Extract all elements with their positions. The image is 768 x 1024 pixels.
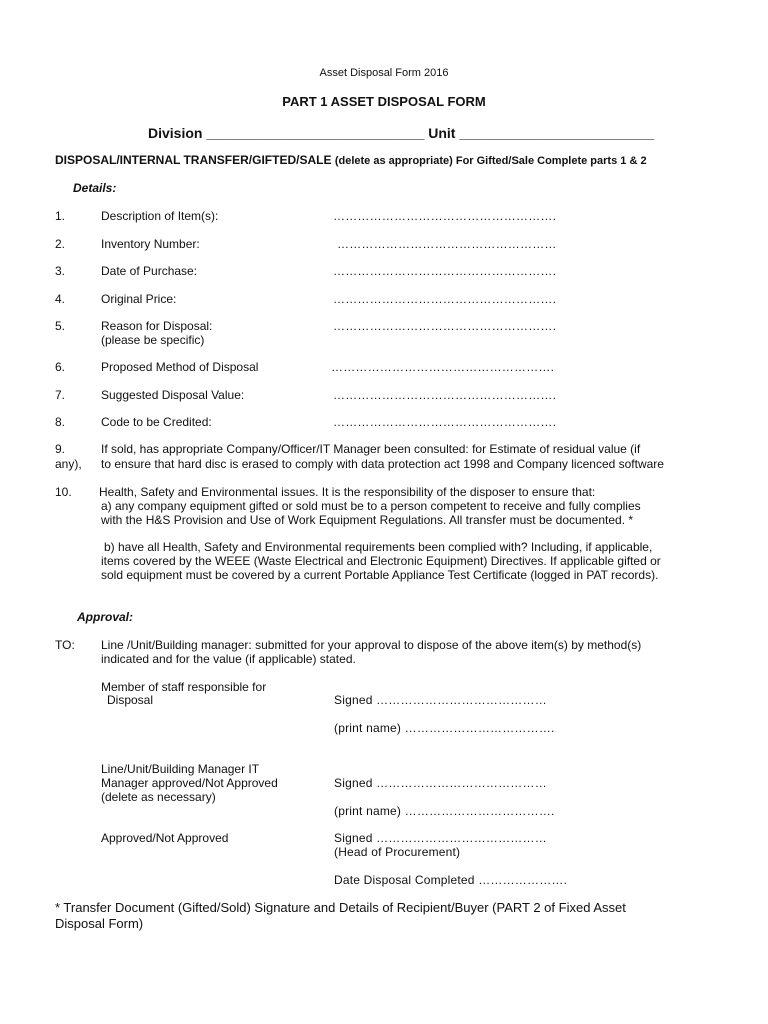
date-disposal-completed-field[interactable]: Date Disposal Completed …………………. [334, 873, 568, 887]
manager-label: Line/Unit/Building Manager IT [101, 762, 260, 776]
item-number: 9. [55, 442, 66, 456]
page-title: PART 1 ASSET DISPOSAL FORM [282, 94, 486, 109]
item-label: Original Price: [101, 292, 177, 306]
item-number: 10. [55, 485, 72, 499]
staff-print-name-field[interactable]: (print name) ………………………………. [334, 721, 555, 735]
item-text: with the H&S Provision and Use of Work Equipment Regulations. All transfer must be documented. * [101, 513, 634, 527]
disposal-type: DISPOSAL/INTERNAL TRANSFER/GIFTED/SALE [55, 153, 332, 167]
item-text: to ensure that hard disc is erased to comply with data protection act 1998 and Company licenced software [101, 457, 664, 471]
head-of-procurement-label: (Head of Procurement) [334, 845, 461, 859]
item-number: 1. [55, 209, 66, 223]
item-number: 8. [55, 415, 66, 429]
to-text: indicated and for the value (if applicable) stated. [101, 652, 356, 666]
staff-label: Member of staff responsible for [101, 680, 267, 694]
item-text: a) any company equipment gifted or sold must be to a person competent to receive and fully complies [101, 499, 641, 513]
manager-signed-field[interactable]: Signed …………………………………… [334, 776, 547, 790]
item-number: 4. [55, 292, 66, 306]
item-label: Description of Item(s): [101, 209, 219, 223]
disposal-type-line [55, 153, 647, 167]
item-sublabel: (please be specific) [101, 333, 205, 347]
division-unit-line: Division ____________________________ Unit _________________________ [148, 125, 655, 141]
item-text: If sold, has appropriate Company/Officer/IT Manager been consulted: for Estimate of residual value (if [101, 442, 641, 456]
manager-label: Manager approved/Not Approved [101, 776, 278, 790]
footer-note: Disposal Form) [55, 916, 144, 931]
item-fill-line[interactable]: ………………………………………………. [333, 264, 557, 278]
procurement-signed-field[interactable]: Signed …………………………………… [334, 831, 547, 845]
item-text: sold equipment must be covered by a current Portable Appliance Test Certificate (logged in PAT records). [101, 568, 659, 582]
staff-signed-field[interactable]: Signed …………………………………… [334, 693, 547, 707]
manager-label: (delete as necessary) [101, 790, 216, 804]
item-text-any: any), [55, 457, 82, 471]
disposal-note: (delete as appropriate) For Gifted/Sale Complete parts 1 & 2 [334, 155, 647, 167]
item-label: Reason for Disposal: [101, 319, 213, 333]
item-fill-line[interactable]: ………………………………………………. [333, 388, 557, 402]
doc-small-title: Asset Disposal Form 2016 [319, 67, 449, 79]
item-number: 6. [55, 360, 66, 374]
item-number: 5. [55, 319, 66, 333]
item-label: Suggested Disposal Value: [101, 388, 245, 402]
footer-note: * Transfer Document (Gifted/Sold) Signature and Details of Recipient/Buyer (PART 2 of Fixed Asset [55, 900, 626, 915]
item-label: Proposed Method of Disposal [101, 360, 259, 374]
item-fill-line[interactable]: ………………………………………………. [333, 292, 557, 306]
approved-label: Approved/Not Approved [101, 831, 229, 845]
item-label: Inventory Number: [101, 237, 200, 251]
approval-heading: Approval: [77, 610, 134, 624]
item-number: 7. [55, 388, 66, 402]
item-label: Date of Purchase: [101, 264, 198, 278]
staff-label: Disposal [107, 693, 154, 707]
details-heading: Details: [73, 181, 117, 195]
manager-print-name-field[interactable]: (print name) ………………………………. [334, 804, 555, 818]
item-label: Code to be Credited: [101, 415, 212, 429]
item-text: items covered by the WEEE (Waste Electrical and Electronic Equipment) Directives. If applicable gifted or [101, 554, 661, 568]
item-text: b) have all Health, Safety and Environmental requirements been complied with? Including, if applicable, [104, 540, 653, 554]
item-fill-line[interactable]: ………………………………………………. [333, 319, 557, 333]
item-fill-line[interactable]: ………………………………………………. [333, 209, 557, 223]
item-text: Health, Safety and Environmental issues. It is the responsibility of the disposer to ensure that: [99, 485, 596, 499]
item-fill-line[interactable]: ……………………………………………… [337, 237, 557, 251]
item-number: 2. [55, 237, 66, 251]
to-label: TO: [55, 638, 75, 652]
item-fill-line[interactable]: ………………………………………………. [331, 360, 555, 374]
to-text: Line /Unit/Building manager: submitted for your approval to dispose of the above item(s) by method(s) [101, 638, 642, 652]
item-number: 3. [55, 264, 66, 278]
item-fill-line[interactable]: ………………………………………………. [333, 415, 557, 429]
